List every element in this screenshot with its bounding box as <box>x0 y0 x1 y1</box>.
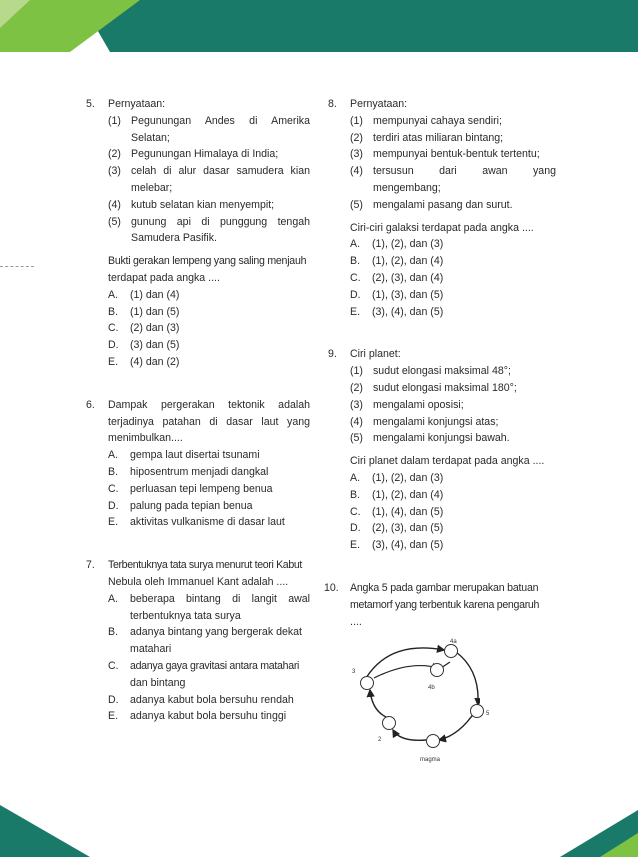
statement-item: (1) mempunyai cahaya sendiri; <box>350 114 502 127</box>
statement-item: (3) mempunyai bentuk-bentuk tertentu; <box>350 148 540 161</box>
label-5: 5 <box>486 711 490 718</box>
right-column <box>324 96 556 770</box>
question-stem: terjadinya patahan di dasar laut yang <box>108 415 310 428</box>
question-prompt: Ciri planet dalam terdapat pada angka .... <box>350 455 545 468</box>
option-a[interactable]: A. beberapa bintang di langit awal terbentuknya tata surya <box>108 592 310 622</box>
option-b[interactable]: B. hiposentrum menjadi dangkal <box>108 465 269 478</box>
statement-item: (3) celah di alur dasar samudera kian melebar; <box>108 165 310 194</box>
question-stem: .... <box>350 615 362 628</box>
statement-item: (4) mengalami konjungsi atas; <box>350 415 499 428</box>
statement-item: (5) mengalami pasang dan surut. <box>350 198 513 211</box>
option-a[interactable]: A. (1), (2), dan (3) <box>350 471 444 484</box>
option-d[interactable]: D. (1), (3), dan (5) <box>350 288 444 301</box>
option-c[interactable]: C. (2), (3), dan (4) <box>350 271 444 284</box>
option-e[interactable]: E. (3), (4), dan (5) <box>350 305 444 318</box>
question-stem: menimbulkan.... <box>108 432 183 445</box>
question-prompt: Ciri-ciri galaksi terdapat pada angka .... <box>350 221 534 234</box>
margin-dash <box>0 266 34 267</box>
option-d[interactable]: D. (2), (3), dan (5) <box>350 522 444 535</box>
question-stem: Ciri planet: <box>350 348 401 361</box>
rock-cycle-arrows <box>350 640 480 770</box>
statement-item: (1) sudut elongasi maksimal 48°; <box>350 365 511 378</box>
question-stem: Terbentuknya tata surya menurut teori Kabut <box>108 559 303 572</box>
question-number: 10. <box>324 581 339 594</box>
option-d[interactable]: D. (3) dan (5) <box>108 339 180 352</box>
statement-item: (4) kutub selatan kian menyempit; <box>108 198 275 211</box>
option-c[interactable]: C. perluasan tepi lempeng benua <box>108 482 273 495</box>
option-c[interactable]: C. (2) dan (3) <box>108 322 180 335</box>
question-stem: Angka 5 pada gambar merupakan batuan <box>350 581 539 594</box>
label-4a: 4a <box>450 639 457 646</box>
statement-item: (2) terdiri atas miliaran bintang; <box>350 131 504 144</box>
option-c[interactable]: C. (1), (4), dan (5) <box>350 505 444 518</box>
rock-cycle-diagram <box>350 640 556 770</box>
question-stem: metamorf yang terbentuk karena pengaruh <box>350 598 540 611</box>
statement-item: (5) mengalami konjungsi bawah. <box>350 432 510 445</box>
question-10 <box>324 580 556 770</box>
option-e[interactable]: E. (3), (4), dan (5) <box>350 539 444 552</box>
option-a[interactable]: A. (1) dan (4) <box>108 288 180 301</box>
question-number: 7. <box>86 559 95 572</box>
question-stem: Dampak pergerakan tektonik adalah <box>108 398 310 411</box>
question-stem: Pernyataan: <box>108 98 166 110</box>
question-8 <box>328 96 556 320</box>
statement-item: (3) mengalami oposisi; <box>350 398 464 411</box>
footer-decoration <box>0 795 638 857</box>
question-stem: Nebula oleh Immanuel Kant adalah .... <box>108 575 289 588</box>
option-d[interactable]: D. adanya kabut bola bersuhu rendah <box>108 693 294 706</box>
question-6 <box>86 397 310 531</box>
statement-item: (4) tersusun dari awan yang mengembang; <box>350 165 556 194</box>
label-2: 2 <box>378 737 382 744</box>
option-c[interactable]: C. adanya gaya gravitasi antara matahari dan bintang <box>108 659 300 689</box>
question-prompt: Bukti gerakan lempeng yang saling menjauh <box>108 255 307 268</box>
statement-item: (2) sudut elongasi maksimal 180°; <box>350 381 517 394</box>
option-d[interactable]: D. palung pada tepian benua <box>108 499 253 512</box>
question-number: 9. <box>328 348 337 361</box>
question-prompt: terdapat pada angka .... <box>108 271 220 284</box>
left-column <box>86 96 310 725</box>
option-e[interactable]: E. (4) dan (2) <box>108 355 180 368</box>
option-b[interactable]: B. (1), (2), dan (4) <box>350 255 444 268</box>
question-5 <box>86 96 310 371</box>
statement-item: (5) gunung api di punggung tengah Samudera Pasifik. <box>108 215 310 245</box>
question-9 <box>328 346 556 554</box>
option-b[interactable]: B. adanya bintang yang bergerak dekat matahari <box>108 626 302 656</box>
label-3: 3 <box>352 669 356 676</box>
question-number: 8. <box>328 98 337 110</box>
question-7 <box>86 557 310 725</box>
option-a[interactable]: A. (1), (2), dan (3) <box>350 238 444 251</box>
option-e[interactable]: E. adanya kabut bola bersuhu tinggi <box>108 710 287 723</box>
node-5 <box>470 704 484 718</box>
statement-item: (2) Pegunungan Himalaya di India; <box>108 148 279 161</box>
statement-item: (1) Pegunungan Andes di Amerika Selatan; <box>108 114 310 144</box>
question-number: 6. <box>86 398 95 411</box>
label-magma: magma <box>420 757 441 764</box>
header-decoration <box>0 0 638 60</box>
question-stem: Pernyataan: <box>350 98 408 110</box>
option-e[interactable]: E. aktivitas vulkanisme di dasar laut <box>108 516 285 529</box>
option-a[interactable]: A. gempa laut disertai tsunami <box>108 449 260 462</box>
option-b[interactable]: B. (1) dan (5) <box>108 305 180 318</box>
option-b[interactable]: B. (1), (2), dan (4) <box>350 488 444 501</box>
question-number: 5. <box>86 98 95 110</box>
label-4b: 4b <box>428 685 435 692</box>
